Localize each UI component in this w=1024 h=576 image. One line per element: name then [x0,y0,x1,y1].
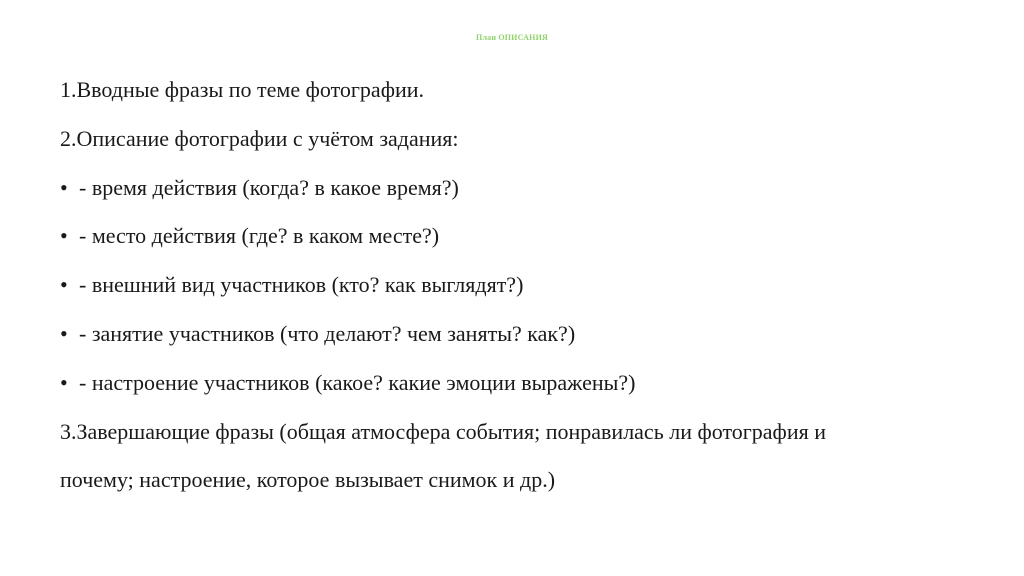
plan-item-description: 2.Описание фотографии с учётом задания: [60,125,459,151]
bullet-item-appearance [60,261,980,310]
bullet-dot-icon: • [60,369,68,395]
bullet-item-mood [60,359,980,408]
bullet-text: - внешний вид участников (кто? как выглядят?) [79,272,524,298]
bullet-item-time [60,164,980,213]
plan-item-conclusion: 3.Завершающие фразы (общая атмосфера события; понравилась ли фотография и [60,418,826,444]
bullet-dot-icon: • [60,320,68,346]
slide-title: План ОПИСАНИЯ [476,33,548,42]
bullet-text: - время действия (когда? в какое время?) [79,174,459,200]
slide-content [60,66,980,505]
bullet-dot-icon: • [60,223,68,249]
bullet-text: - настроение участников (какое? какие эмоции выражены?) [79,369,636,395]
bullet-dot-icon: • [60,174,68,200]
plan-item-conclusion-continued: почему; настроение, которое вызывает снимок и др.) [60,467,556,493]
plan-item-intro: 1.Вводные фразы по теме фотографии. [60,77,424,102]
bullet-item-place [60,212,980,261]
bullet-text: - занятие участников (что делают? чем заняты? как?) [79,320,576,346]
bullet-text: - место действия (где? в каком месте?) [79,223,440,249]
bullet-item-activity [60,310,980,359]
bullet-dot-icon: • [60,272,68,298]
